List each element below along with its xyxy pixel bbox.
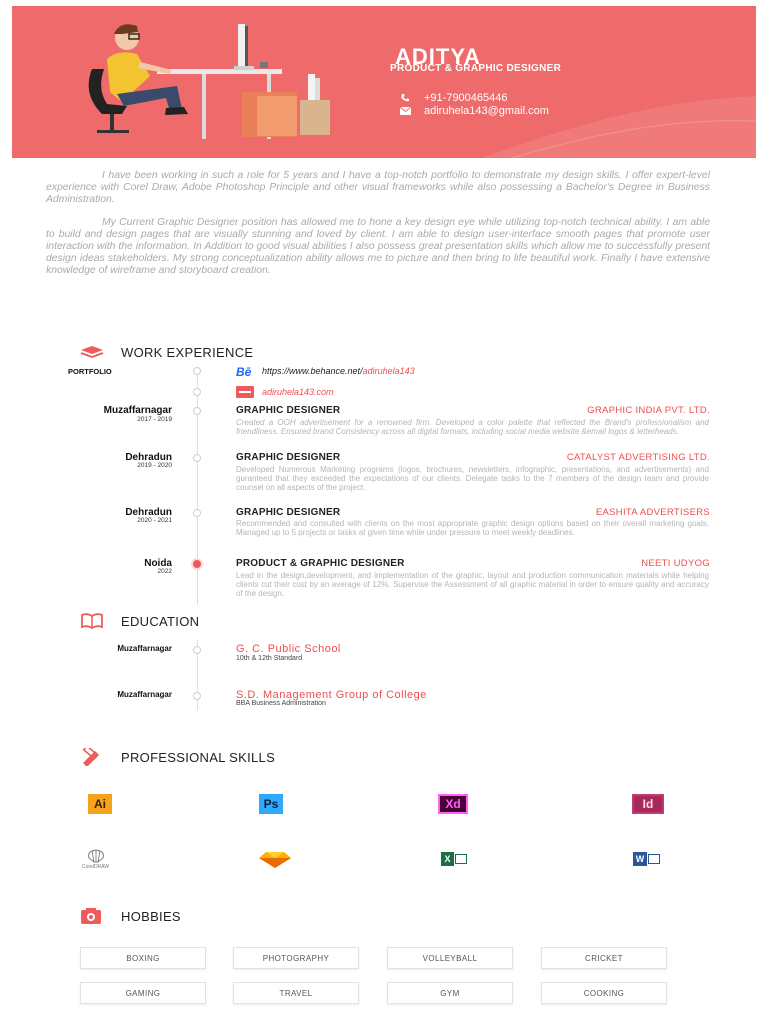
hobby-tag: TRAVEL xyxy=(233,982,359,1004)
job-location: Muzaffarnagar xyxy=(103,405,172,416)
timeline-dot xyxy=(193,646,201,654)
photoshop-icon xyxy=(259,794,283,814)
degree-name: BBA Business Administration xyxy=(236,700,326,707)
work-experience-title: WORK EXPERIENCE xyxy=(121,344,254,360)
coreldraw-balloon-icon xyxy=(85,849,107,863)
job-company: EASHITA ADVERTISERS xyxy=(595,507,710,518)
school-name: G. C. Public School xyxy=(236,643,341,655)
hobby-tag: GYM xyxy=(387,982,513,1004)
email-address: adiruhela143@gmail.com xyxy=(424,105,549,117)
open-book-icon xyxy=(80,612,106,630)
hobby-tag: CRICKET xyxy=(541,947,667,969)
timeline-dot xyxy=(193,454,201,462)
job-title: GRAPHIC DESIGNER xyxy=(236,405,341,416)
degree-name: 10th & 12th Standard xyxy=(236,655,303,662)
phone-icon xyxy=(398,92,412,104)
summary-paragraph-1: I have been working in such a role for 5 years and I have a top-notch portfolio to demonstrate my design skills. I offer expert-level experience with Corel Draw, Adobe Photoshop Principle and other visual frameworks while also possessing a Bachelor's Degree in Business Administration. xyxy=(46,170,710,205)
job-years: 2020 - 2021 xyxy=(137,517,172,524)
job-location: Noida xyxy=(144,558,172,569)
job-company: GRAPHIC INDIA PVT. LTD. xyxy=(587,405,710,416)
envelope-icon xyxy=(398,105,412,117)
excel-icon xyxy=(441,851,469,867)
hobby-tag: COOKING xyxy=(541,982,667,1004)
email-contact[interactable] xyxy=(398,105,549,117)
education-title: EDUCATION xyxy=(121,613,200,629)
layers-icon xyxy=(80,343,106,361)
job-description: Created a OOH advertisement for a renowned firm. Developed a color palette that reflected the Brand's professionalism and friendliness. Ensured brand Consistency across all digital formats, including social media website &email logos & letterheads. xyxy=(236,418,709,436)
photoshop-badge: Ps xyxy=(259,794,283,814)
job-location: Dehradun xyxy=(125,452,172,463)
hobbies-heading xyxy=(80,907,181,925)
job-title: PRODUCT & GRAPHIC DESIGNER xyxy=(236,558,405,569)
behance-icon xyxy=(236,365,262,377)
illustrator-badge: Ai xyxy=(88,794,112,814)
job-years: 2022 xyxy=(157,568,172,575)
candidate-role: PRODUCT & GRAPHIC DESIGNER xyxy=(390,63,562,74)
behance-url-prefix: https://www.behance.net/ xyxy=(262,366,363,376)
hobby-tag: GAMING xyxy=(80,982,206,1004)
behance-username: adiruhela143 xyxy=(362,366,415,376)
phone-contact[interactable] xyxy=(398,92,508,104)
word-icon xyxy=(633,851,663,867)
hobby-tag: VOLLEYBALL xyxy=(387,947,513,969)
hobby-tag: PHOTOGRAPHY xyxy=(233,947,359,969)
professional-skills-heading xyxy=(80,748,275,766)
education-location: Muzaffarnagar xyxy=(117,690,172,699)
work-experience-heading xyxy=(80,343,253,361)
education-heading xyxy=(80,612,199,630)
portfolio-label: PORTFOLIO xyxy=(68,367,112,376)
coreldraw-icon xyxy=(82,849,109,870)
job-title: GRAPHIC DESIGNER xyxy=(236,452,341,463)
pencil-ruler-icon xyxy=(80,748,106,766)
job-description: Recommended and consulted with clients on the most appropriate graphic design options based on their overall marketing goals. Managed up to 5 projects or tasks at given time while under pressure to meet weekly deadlines. xyxy=(236,519,709,537)
behance-link[interactable] xyxy=(236,365,415,377)
indesign-icon xyxy=(632,794,664,814)
job-location: Dehradun xyxy=(125,507,172,518)
timeline-dot xyxy=(193,367,201,375)
job-years: 2017 - 2019 xyxy=(137,416,172,423)
website-url: adiruhela143.com xyxy=(262,387,334,397)
work-timeline-line xyxy=(197,367,198,605)
hobby-tag: BOXING xyxy=(80,947,206,969)
summary-paragraph-2: My Current Graphic Designer position has allowed me to hone a key design eye while utilizing top-notch technical ability. I am able to build and design pages that are visually stunning and loved by client. I am able to design user-interface smooth pages that promote user interaction with the information. In Addition to good visual abilities I also possess great presentation skills which allow me to successfully present design ideas stakeholders. My strong conceptualization ability allows me to picture and then bring to life beautiful work. Finally I have extensive knowledge of wireframe and storyboard creation. xyxy=(46,217,710,276)
job-description: Developed Numerous Marketing programs (logos, brochures, newsletters, infographic, presentations, and advertisements) and guranteed that they exceeded the expectations of our clients. Delegate tasks to the 7 members of the design team and provide counsel on all aspects of the project. xyxy=(236,465,709,492)
professional-skills-title: PROFESSIONAL SKILLS xyxy=(121,749,276,765)
phone-number: +91-7900465446 xyxy=(424,92,508,104)
adobe-xd-icon xyxy=(438,794,468,814)
timeline-dot-current xyxy=(193,560,201,568)
indesign-badge: Id xyxy=(632,794,664,814)
website-link[interactable] xyxy=(236,386,334,398)
sketch-icon xyxy=(258,851,292,869)
coreldraw-label: CorelDRAW xyxy=(82,864,110,870)
hobbies-title: HOBBIES xyxy=(121,908,181,924)
excel-badge: X xyxy=(441,852,454,866)
designer-illustration xyxy=(62,14,362,154)
job-description: Lead in the design,development, and implementation of the graphic, layout and production communication materials while helping clients cut their cost by an average of 12%. Supervise the Assessment of all graphic material in order to ensure quality and accuracy of the design. xyxy=(236,571,709,598)
word-badge: W xyxy=(633,852,647,866)
timeline-dot xyxy=(193,509,201,517)
job-years: 2019 - 2020 xyxy=(137,462,172,469)
profile-summary xyxy=(46,170,710,277)
school-name: S.D. Management Group of College xyxy=(236,689,427,701)
svg-text:Bē: Bē xyxy=(236,365,252,377)
job-title: GRAPHIC DESIGNER xyxy=(236,507,341,518)
adobe-xd-badge: Xd xyxy=(438,794,468,814)
timeline-dot xyxy=(193,692,201,700)
education-location: Muzaffarnagar xyxy=(117,644,172,653)
illustrator-icon xyxy=(88,794,112,814)
job-company: NEETI UDYOG xyxy=(641,558,710,569)
timeline-dot xyxy=(193,388,201,396)
resume-header xyxy=(12,6,756,158)
timeline-dot xyxy=(193,407,201,415)
website-icon xyxy=(236,386,262,398)
camera-icon xyxy=(80,907,106,925)
job-company: CATALYST ADVERTISING LTD. xyxy=(566,452,710,463)
candidate-name: ADITYA xyxy=(395,44,481,69)
